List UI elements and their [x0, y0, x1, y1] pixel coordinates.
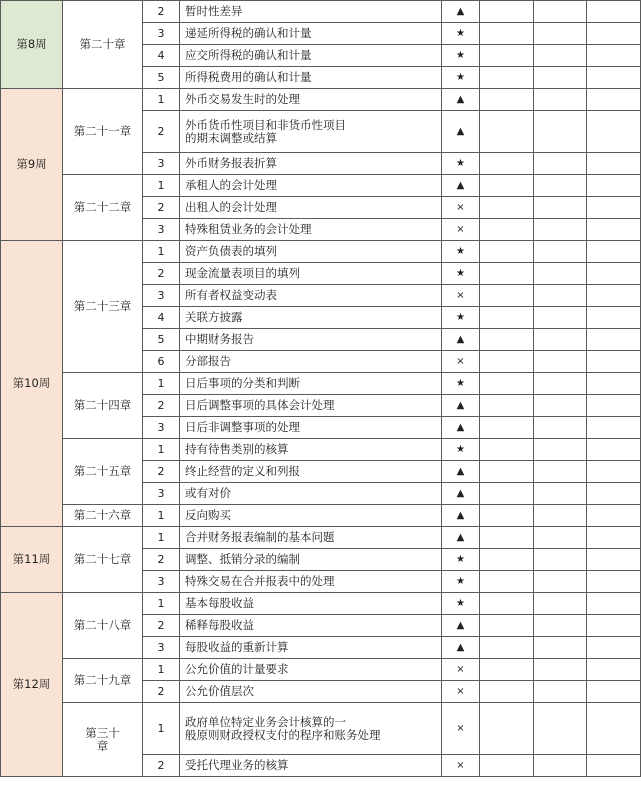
item-number: 5 — [143, 329, 180, 351]
blank-cell — [534, 219, 587, 241]
blank-cell — [587, 681, 641, 703]
blank-cell — [480, 527, 534, 549]
blank-cell — [587, 637, 641, 659]
blank-cell — [587, 45, 641, 67]
table-row — [1, 439, 641, 461]
blank-cell — [534, 417, 587, 439]
item-topic: 出租人的会计处理 — [180, 197, 442, 219]
week-cell: 第10周 — [1, 241, 63, 527]
blank-cell — [480, 637, 534, 659]
importance-mark: ★ — [442, 263, 480, 285]
blank-cell — [534, 175, 587, 197]
blank-cell — [480, 241, 534, 263]
blank-cell — [587, 89, 641, 111]
item-number: 1 — [143, 175, 180, 197]
item-number: 1 — [143, 505, 180, 527]
blank-cell — [480, 439, 534, 461]
importance-mark: × — [442, 681, 480, 703]
week-cell: 第8周 — [1, 1, 63, 89]
blank-cell — [480, 285, 534, 307]
item-topic: 受托代理业务的核算 — [180, 755, 442, 777]
importance-mark: ★ — [442, 439, 480, 461]
importance-mark: ▲ — [442, 505, 480, 527]
chapter-cell: 第二十九章 — [63, 659, 143, 703]
blank-cell — [534, 45, 587, 67]
importance-mark: ★ — [442, 593, 480, 615]
item-number: 3 — [143, 219, 180, 241]
blank-cell — [534, 527, 587, 549]
blank-cell — [587, 593, 641, 615]
blank-cell — [587, 241, 641, 263]
blank-cell — [587, 461, 641, 483]
item-topic: 持有待售类别的核算 — [180, 439, 442, 461]
chapter-cell: 第二十三章 — [63, 241, 143, 373]
item-number: 4 — [143, 45, 180, 67]
item-number: 1 — [143, 373, 180, 395]
blank-cell — [480, 263, 534, 285]
blank-cell — [480, 329, 534, 351]
item-number: 5 — [143, 67, 180, 89]
blank-cell — [534, 505, 587, 527]
blank-cell — [534, 1, 587, 23]
blank-cell — [480, 307, 534, 329]
blank-cell — [534, 111, 587, 153]
blank-cell — [534, 593, 587, 615]
importance-mark: ★ — [442, 571, 480, 593]
week-cell: 第11周 — [1, 527, 63, 593]
table-row — [1, 593, 641, 615]
item-topic: 承租人的会计处理 — [180, 175, 442, 197]
chapter-cell: 第二十八章 — [63, 593, 143, 659]
importance-mark: ▲ — [442, 461, 480, 483]
blank-cell — [587, 263, 641, 285]
item-number: 3 — [143, 417, 180, 439]
item-topic: 或有对价 — [180, 483, 442, 505]
blank-cell — [534, 329, 587, 351]
chapter-cell: 第二十一章 — [63, 89, 143, 175]
item-topic: 公允价值层次 — [180, 681, 442, 703]
importance-mark: ▲ — [442, 111, 480, 153]
blank-cell — [534, 681, 587, 703]
blank-cell — [587, 219, 641, 241]
blank-cell — [534, 571, 587, 593]
item-topic: 日后非调整事项的处理 — [180, 417, 442, 439]
importance-mark: ▲ — [442, 637, 480, 659]
chapter-cell: 第二十五章 — [63, 439, 143, 505]
importance-mark: ★ — [442, 45, 480, 67]
table-row — [1, 527, 641, 549]
blank-cell — [587, 395, 641, 417]
blank-cell — [480, 1, 534, 23]
table-row — [1, 1, 641, 23]
item-topic: 每股收益的重新计算 — [180, 637, 442, 659]
blank-cell — [587, 571, 641, 593]
blank-cell — [587, 197, 641, 219]
item-topic: 公允价值的计量要求 — [180, 659, 442, 681]
item-number: 2 — [143, 263, 180, 285]
importance-mark: ▲ — [442, 329, 480, 351]
item-number: 2 — [143, 615, 180, 637]
item-number: 1 — [143, 89, 180, 111]
item-topic: 基本每股收益 — [180, 593, 442, 615]
importance-mark: ★ — [442, 373, 480, 395]
blank-cell — [587, 417, 641, 439]
blank-cell — [480, 45, 534, 67]
blank-cell — [587, 659, 641, 681]
importance-mark: ▲ — [442, 527, 480, 549]
item-topic: 日后调整事项的具体会计处理 — [180, 395, 442, 417]
blank-cell — [480, 89, 534, 111]
blank-cell — [587, 549, 641, 571]
item-number: 2 — [143, 461, 180, 483]
importance-mark: × — [442, 285, 480, 307]
blank-cell — [587, 615, 641, 637]
importance-mark: × — [442, 703, 480, 755]
blank-cell — [480, 593, 534, 615]
blank-cell — [534, 755, 587, 777]
blank-cell — [480, 197, 534, 219]
item-number: 2 — [143, 755, 180, 777]
schedule-body — [1, 1, 641, 777]
item-topic: 资产负债表的填列 — [180, 241, 442, 263]
blank-cell — [587, 505, 641, 527]
blank-cell — [480, 505, 534, 527]
blank-cell — [587, 755, 641, 777]
item-number: 2 — [143, 111, 180, 153]
item-topic: 特殊租赁业务的会计处理 — [180, 219, 442, 241]
blank-cell — [480, 153, 534, 175]
blank-cell — [480, 703, 534, 755]
item-number: 3 — [143, 285, 180, 307]
blank-cell — [480, 111, 534, 153]
blank-cell — [534, 483, 587, 505]
item-topic: 所得税费用的确认和计量 — [180, 67, 442, 89]
item-topic: 特殊交易在合并报表中的处理 — [180, 571, 442, 593]
blank-cell — [587, 175, 641, 197]
item-number: 1 — [143, 593, 180, 615]
item-number: 2 — [143, 395, 180, 417]
item-topic: 合并财务报表编制的基本问题 — [180, 527, 442, 549]
blank-cell — [587, 111, 641, 153]
table-row — [1, 505, 641, 527]
blank-cell — [480, 395, 534, 417]
blank-cell — [534, 615, 587, 637]
blank-cell — [587, 67, 641, 89]
item-number: 3 — [143, 571, 180, 593]
importance-mark: ▲ — [442, 175, 480, 197]
importance-mark: ★ — [442, 67, 480, 89]
blank-cell — [587, 703, 641, 755]
item-topic: 稀释每股收益 — [180, 615, 442, 637]
blank-cell — [480, 219, 534, 241]
blank-cell — [587, 153, 641, 175]
item-topic: 终止经营的定义和列报 — [180, 461, 442, 483]
blank-cell — [480, 23, 534, 45]
blank-cell — [480, 373, 534, 395]
blank-cell — [480, 681, 534, 703]
blank-cell — [480, 659, 534, 681]
item-topic: 外币交易发生时的处理 — [180, 89, 442, 111]
importance-mark: ★ — [442, 153, 480, 175]
table-row — [1, 175, 641, 197]
item-topic: 应交所得税的确认和计量 — [180, 45, 442, 67]
item-number: 4 — [143, 307, 180, 329]
item-topic: 外币货币性项目和非货币性项目 的期末调整或结算 — [180, 111, 442, 153]
importance-mark: ★ — [442, 241, 480, 263]
importance-mark: ▲ — [442, 417, 480, 439]
blank-cell — [534, 153, 587, 175]
item-topic: 反向购买 — [180, 505, 442, 527]
importance-mark: × — [442, 351, 480, 373]
importance-mark: × — [442, 659, 480, 681]
blank-cell — [480, 175, 534, 197]
importance-mark: ★ — [442, 307, 480, 329]
blank-cell — [587, 1, 641, 23]
chapter-cell: 第二十七章 — [63, 527, 143, 593]
blank-cell — [534, 285, 587, 307]
importance-mark: ★ — [442, 549, 480, 571]
importance-mark: ▲ — [442, 615, 480, 637]
item-topic: 调整、抵销分录的编制 — [180, 549, 442, 571]
item-number: 2 — [143, 681, 180, 703]
importance-mark: ▲ — [442, 483, 480, 505]
item-topic: 分部报告 — [180, 351, 442, 373]
blank-cell — [587, 373, 641, 395]
importance-mark: ★ — [442, 23, 480, 45]
blank-cell — [587, 351, 641, 373]
item-number: 1 — [143, 527, 180, 549]
blank-cell — [480, 571, 534, 593]
importance-mark: ▲ — [442, 89, 480, 111]
chapter-cell: 第二十章 — [63, 1, 143, 89]
table-row — [1, 703, 641, 755]
item-topic: 暂时性差异 — [180, 1, 442, 23]
item-topic: 政府单位特定业务会计核算的一 般原则财政授权支付的程序和账务处理 — [180, 703, 442, 755]
blank-cell — [534, 351, 587, 373]
blank-cell — [587, 527, 641, 549]
item-number: 1 — [143, 659, 180, 681]
blank-cell — [534, 373, 587, 395]
blank-cell — [534, 659, 587, 681]
chapter-cell: 第二十二章 — [63, 175, 143, 241]
item-number: 1 — [143, 439, 180, 461]
importance-mark: ▲ — [442, 395, 480, 417]
blank-cell — [587, 307, 641, 329]
chapter-cell: 第二十六章 — [63, 505, 143, 527]
item-number: 1 — [143, 703, 180, 755]
item-number: 3 — [143, 637, 180, 659]
item-number: 1 — [143, 241, 180, 263]
blank-cell — [534, 703, 587, 755]
item-topic: 中期财务报告 — [180, 329, 442, 351]
chapter-cell: 第二十四章 — [63, 373, 143, 439]
item-topic: 现金流量表项目的填列 — [180, 263, 442, 285]
blank-cell — [534, 197, 587, 219]
blank-cell — [534, 439, 587, 461]
blank-cell — [587, 329, 641, 351]
item-topic: 所有者权益变动表 — [180, 285, 442, 307]
item-topic: 外币财务报表折算 — [180, 153, 442, 175]
importance-mark: × — [442, 755, 480, 777]
blank-cell — [534, 307, 587, 329]
item-number: 2 — [143, 549, 180, 571]
blank-cell — [587, 439, 641, 461]
importance-mark: ▲ — [442, 1, 480, 23]
blank-cell — [480, 351, 534, 373]
blank-cell — [534, 637, 587, 659]
table-row — [1, 89, 641, 111]
item-topic: 日后事项的分类和判断 — [180, 373, 442, 395]
blank-cell — [534, 67, 587, 89]
blank-cell — [534, 89, 587, 111]
blank-cell — [534, 461, 587, 483]
chapter-cell: 第三十 章 — [63, 703, 143, 777]
blank-cell — [480, 461, 534, 483]
blank-cell — [534, 549, 587, 571]
blank-cell — [480, 549, 534, 571]
blank-cell — [480, 67, 534, 89]
blank-cell — [534, 395, 587, 417]
blank-cell — [480, 615, 534, 637]
table-row — [1, 241, 641, 263]
blank-cell — [587, 483, 641, 505]
blank-cell — [534, 263, 587, 285]
item-number: 3 — [143, 23, 180, 45]
item-number: 3 — [143, 483, 180, 505]
table-row — [1, 373, 641, 395]
importance-mark: × — [442, 219, 480, 241]
item-number: 2 — [143, 1, 180, 23]
blank-cell — [534, 241, 587, 263]
blank-cell — [587, 23, 641, 45]
blank-cell — [534, 23, 587, 45]
item-topic: 关联方披露 — [180, 307, 442, 329]
item-number: 2 — [143, 197, 180, 219]
week-cell: 第9周 — [1, 89, 63, 241]
blank-cell — [480, 483, 534, 505]
week-cell: 第12周 — [1, 593, 63, 777]
table-row — [1, 659, 641, 681]
blank-cell — [587, 285, 641, 307]
importance-mark: × — [442, 197, 480, 219]
item-number: 6 — [143, 351, 180, 373]
blank-cell — [480, 417, 534, 439]
item-number: 3 — [143, 153, 180, 175]
blank-cell — [480, 755, 534, 777]
item-topic: 递延所得税的确认和计量 — [180, 23, 442, 45]
